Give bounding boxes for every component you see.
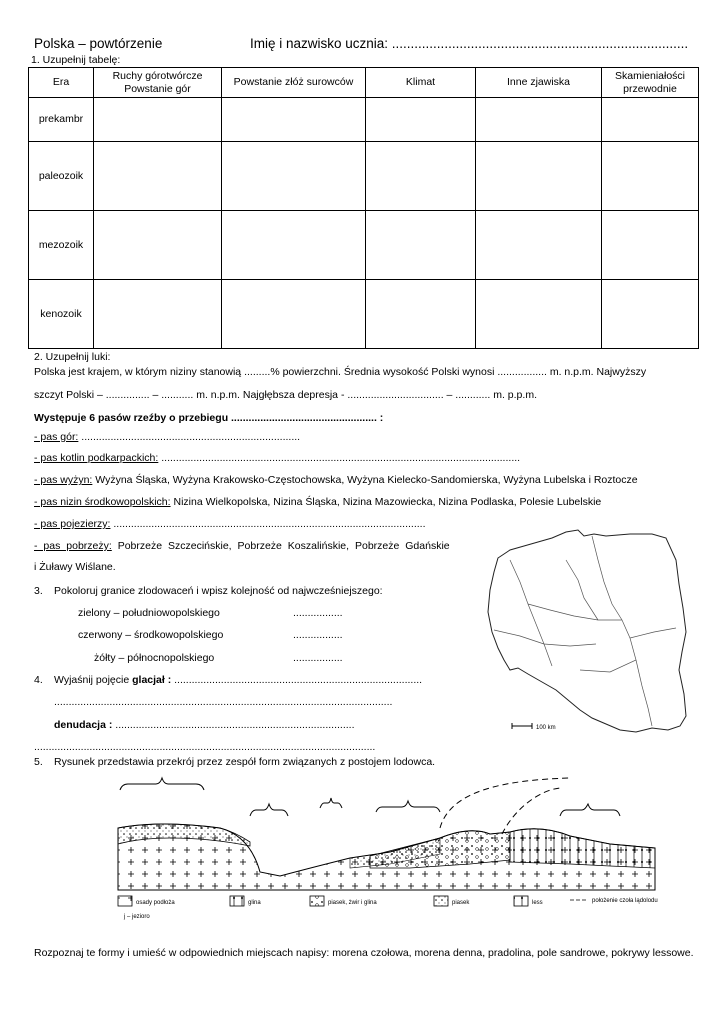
era-cell: paleozoik [29, 142, 94, 211]
legend-label: osady podłoża [136, 900, 175, 906]
task4-line2[interactable]: .................................................................................................................... [54, 696, 393, 708]
header-cell: Era [29, 68, 94, 98]
era-cell: kenozoik [29, 280, 94, 349]
river-line [592, 536, 652, 726]
belts-heading[interactable]: Występuje 6 pasów rzeźby o przebiegu .................................................. : [34, 412, 384, 424]
glaciation-row: zielony – południowopolskiego [78, 607, 220, 619]
label-bracket [376, 801, 440, 812]
task4-line4[interactable]: ..................................................................................................................... [34, 741, 376, 753]
poland-outline [488, 530, 686, 732]
answer-cell[interactable] [94, 280, 222, 349]
river-line [580, 660, 636, 672]
legend-label: glina [248, 900, 261, 906]
river-line [528, 604, 622, 620]
task4-line1[interactable] [54, 674, 422, 687]
belt-line[interactable] [34, 518, 426, 531]
river-line [494, 630, 596, 646]
belt-line[interactable] [34, 452, 520, 465]
dots: .................................................................................. [112, 719, 355, 731]
belt-value: ........................................................................................................................... [158, 452, 521, 464]
page-title: Polska – powtórzenie [34, 36, 163, 51]
dots: ..................................................................................... [171, 674, 423, 686]
answer-cell[interactable] [222, 280, 366, 349]
label-bracket [250, 804, 288, 816]
belt-name: - pas wyżyn: [34, 474, 93, 486]
river-line [510, 560, 552, 666]
belt-name: - pas gór: [34, 431, 79, 443]
answer-cell[interactable] [222, 211, 366, 280]
term-glacjal: glacjał : [132, 674, 172, 686]
table-row [29, 280, 699, 349]
poland-map[interactable] [480, 520, 695, 745]
legend-label: less [532, 900, 543, 906]
label-bracket [560, 804, 620, 816]
answer-cell[interactable] [366, 98, 476, 142]
header-cell: Inne zjawiska [476, 68, 602, 98]
task3-label: Pokoloruj granice zlodowaceń i wpisz kolejność od najwcześniejszego: [54, 585, 383, 597]
belt-line [34, 496, 601, 509]
task5-instruction: Rozpoznaj te formy i umieść w odpowiednich miejscach napisy: morena czołowa, morena denna, pradolina, pole sandrowe, pokrywy lessowe. [34, 947, 694, 959]
legend-label: położenie czoła lądolodu [592, 898, 658, 904]
table-row [29, 98, 699, 142]
header-cell: Ruchy górotwórcze Powstanie gór [94, 68, 222, 98]
task4-line3[interactable] [54, 719, 355, 732]
belt-line [34, 474, 638, 487]
belt-value: ........................................................................................................... [110, 518, 426, 530]
river-line [630, 628, 676, 638]
belt-name: - pas nizin środkowopolskich: [34, 496, 171, 508]
label-bracket [320, 798, 342, 808]
glaciation-blank[interactable]: ................. [293, 607, 343, 619]
river-line [566, 560, 598, 620]
student-name-line[interactable]: Imię i nazwisko ucznia: ............................................................................... [250, 36, 689, 51]
task5-number: 5. [34, 756, 43, 768]
table-row [29, 142, 699, 211]
answer-cell[interactable] [602, 280, 699, 349]
era-cell: prekambr [29, 98, 94, 142]
task3-number: 3. [34, 585, 43, 597]
answer-cell[interactable] [476, 98, 602, 142]
answer-cell[interactable] [94, 211, 222, 280]
answer-cell[interactable] [222, 98, 366, 142]
belt-value: ........................................................................... [78, 431, 301, 443]
term-denudacja: denudacja : [54, 719, 113, 731]
legend-label: piasek, żwir i glina [328, 900, 377, 906]
task2-line2[interactable]: szczyt Polski – ............... – ........... m. n.p.m. Najgłębsza depresja - ................................. – ............ m. p.p.m. [34, 389, 537, 401]
answer-cell[interactable] [602, 211, 699, 280]
table-header-row [29, 68, 699, 98]
glacial-cross-section[interactable] [110, 772, 665, 932]
table-row [29, 211, 699, 280]
task1-label: 1. Uzupełnij tabelę: [31, 54, 121, 66]
answer-cell[interactable] [602, 142, 699, 211]
belt-line [34, 540, 450, 553]
belt-value: Nizina Wielkopolska, Nizina Śląska, Nizina Mazowiecka, Nizina Podlaska, Polesie Lubelskie [170, 496, 602, 508]
answer-cell[interactable] [222, 142, 366, 211]
task4-number: 4. [34, 674, 43, 686]
glaciation-row: żółty – północnopolskiego [94, 652, 215, 664]
answer-cell[interactable] [94, 98, 222, 142]
belt-value: Pobrzeże Szczecińskie, Pobrzeże Koszalińskie, Pobrzeże Gdańskie [111, 540, 450, 552]
glaciation-row: czerwony – środkowopolskiego [78, 629, 224, 641]
eras-table [28, 67, 699, 349]
answer-cell[interactable] [94, 142, 222, 211]
era-cell: mezozoik [29, 211, 94, 280]
header-cell: Powstanie złóż surowców [222, 68, 366, 98]
answer-cell[interactable] [366, 211, 476, 280]
map-scale-label: 100 km [536, 725, 556, 731]
header-cell: Klimat [366, 68, 476, 98]
header-cell: Skamieniałości przewodnie [602, 68, 699, 98]
ice-front-line [502, 788, 560, 834]
belt-value: Wyżyna Śląska, Wyżyna Krakowsko-Częstochowska, Wyżyna Kielecko-Sandomierska, Wyżyna Lubelska i Roztocze [92, 474, 638, 486]
belt-name: - pas pojezierzy: [34, 518, 111, 530]
mixed-layer [370, 831, 510, 868]
loess-layer [510, 829, 655, 868]
legend-label: j – jezioro [124, 914, 150, 920]
belt-line[interactable] [34, 431, 300, 444]
belt-name: - pas pobrzeży: [34, 540, 112, 552]
answer-cell[interactable] [476, 211, 602, 280]
belt-name: - pas kotlin podkarpackich: [34, 452, 159, 464]
belt-last-line: i Żuławy Wiślane. [34, 561, 116, 573]
task5-label: Rysunek przedstawia przekrój przez zespół form związanych z postojem lodowca. [54, 756, 436, 768]
task4-prefix: Wyjaśnij pojęcie [54, 674, 133, 686]
answer-cell[interactable] [476, 280, 602, 349]
ice-front-line [440, 778, 570, 828]
answer-cell[interactable] [366, 142, 476, 211]
legend-label: piasek [452, 900, 470, 906]
glaciation-blank[interactable]: ................. [293, 629, 343, 641]
label-bracket [120, 778, 204, 790]
answer-cell[interactable] [366, 280, 476, 349]
task2-label: 2. Uzupełnij luki: [34, 351, 111, 363]
answer-cell[interactable] [476, 142, 602, 211]
answer-cell[interactable] [602, 98, 699, 142]
glaciation-blank[interactable]: ................. [293, 652, 343, 664]
task2-line1[interactable]: Polska jest krajem, w którym niziny stanowią .........% powierzchni. Średnia wysokość Polski wynosi ................. m. n.p.m. Najwyższy [34, 366, 647, 378]
